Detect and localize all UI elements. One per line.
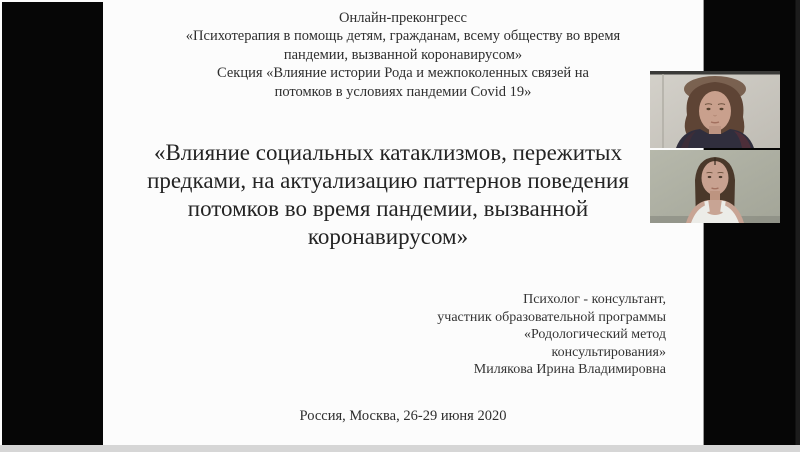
title-line: предками, на актуализацию паттернов поведения	[147, 168, 629, 193]
slide-title	[103, 139, 673, 251]
header-line: пандемии, вызванной коронавирусом»	[283, 46, 523, 63]
author-line: «Родологический метод	[523, 327, 666, 343]
author-line: участник образовательной программы	[437, 309, 666, 325]
letterbox-bottom-strip	[0, 445, 800, 452]
participant-video-bottom[interactable]	[650, 150, 780, 223]
title-line: потомков во время пандемии, вызванной	[187, 196, 589, 221]
letterbox-left	[2, 2, 103, 445]
title-line: коронавирусом»	[307, 224, 469, 249]
presentation-slide	[103, 0, 703, 445]
slide-header	[103, 9, 703, 101]
header-line: Онлайн-преконгресс	[339, 10, 467, 26]
participant-1-webcam-image	[650, 71, 780, 148]
header-line: «Психотерапия в помощь детям, гражданам, всему обществу во время	[185, 28, 621, 45]
header-line: Секция «Влияние истории Рода и межпоколенных связей на	[217, 65, 589, 82]
letterbox-right	[703, 0, 800, 446]
author-line: консультирования»	[551, 344, 666, 360]
participant-video-top[interactable]	[650, 71, 780, 148]
author-line: Психолог - консультант,	[523, 292, 666, 307]
slide-date: Россия, Москва, 26-29 июня 2020	[299, 408, 507, 424]
participant-2-webcam-image	[650, 150, 780, 223]
author-line: Милякова Ирина Владимировна	[473, 362, 666, 378]
slide-author-block	[103, 291, 666, 379]
header-line: потомков в условиях пандемии Covid 19»	[274, 83, 532, 100]
title-line: «Влияние социальных катаклизмов, пережитых	[153, 140, 623, 165]
